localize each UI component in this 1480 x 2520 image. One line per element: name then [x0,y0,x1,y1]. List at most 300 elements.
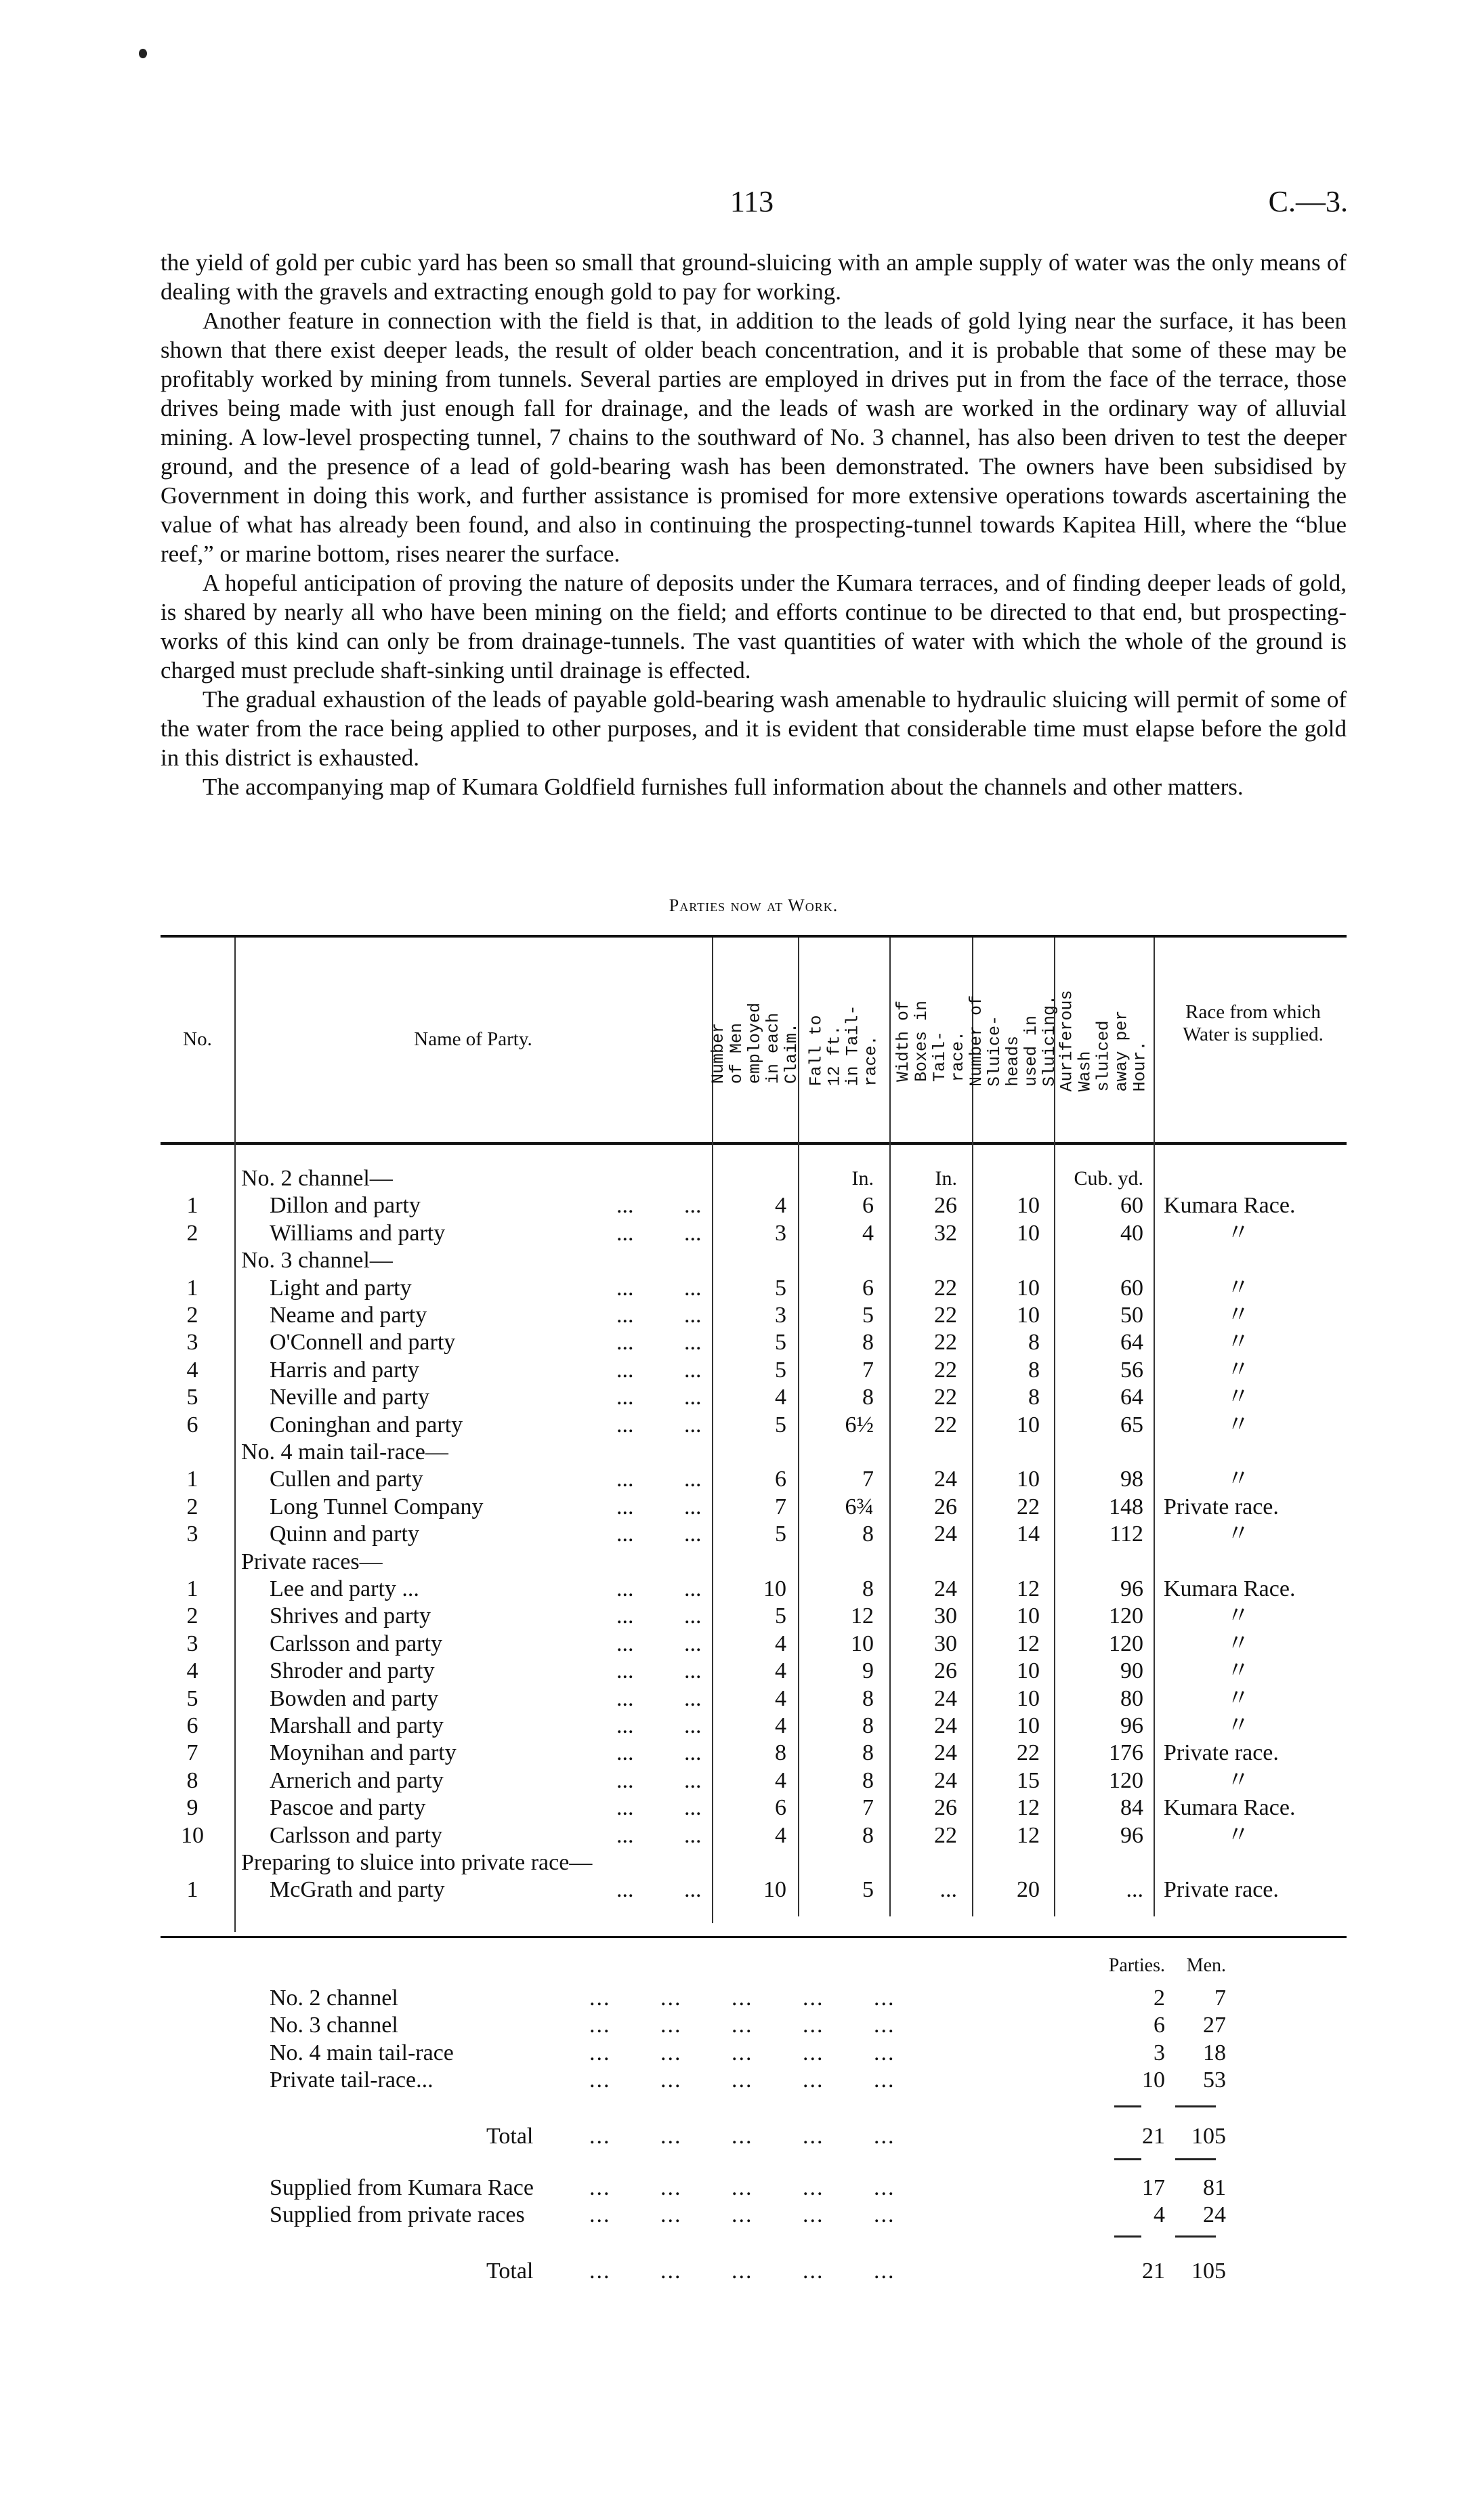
box-width: 30 [934,1603,957,1629]
party-number: 9 [186,1795,198,1821]
fall-value: 12 [851,1603,874,1629]
sum-rule [1175,2105,1216,2107]
fall-value: 10 [851,1631,874,1656]
box-width: 24 [934,1521,957,1547]
party-number: 8 [186,1767,198,1793]
fall-value: 8 [862,1521,874,1547]
section-label: Preparing to sluice into private race— [241,1850,593,1875]
leader-dots: ... [684,1521,702,1547]
table-row [0,1794,1480,1822]
paragraph: The gradual exhaustion of the leads of payable gold-bearing wash amenable to hydraulic sluicing will permit of some of the water from the race being applied to other purposes, and it is evident that considerable time must elapse before the gold in this district is exhausted. [161,686,1347,771]
party-number: 4 [186,1658,198,1684]
party-name: Dillon and party [270,1193,421,1219]
leader-dots: ... [684,1740,702,1766]
box-width: 22 [934,1822,957,1848]
unit-fall: In. [851,1167,874,1190]
men-count: 5 [775,1357,786,1383]
wash-volume: 96 [1120,1822,1143,1848]
party-number: 1 [186,1877,198,1903]
leader-dots: ... ... ... ... ... [589,2067,895,2093]
table-row [0,1631,1480,1658]
col-men-header: Men. [1186,1955,1226,1976]
paragraph: A hopeful anticipation of proving the nature of deposits under the Kumara terraces, and of finding deeper leads of gold, is shared by nearly all who have been mining on the field; and efforts continue to be directed to that end, but prospecting-works of this kind can only be from drainage-tunnels. The vast quantities of water with which the whole of the ground is charged must preclude shaft-sinking until drainage is effected. [161,570,1347,684]
party-name: Cullen and party [270,1467,423,1492]
leader-dots: ... [616,1631,634,1656]
men-count: 4 [775,1685,786,1711]
box-width: 22 [934,1385,957,1410]
table-row [0,1275,1480,1302]
leader-dots: ... [684,1494,702,1519]
leader-dots: ... [684,1385,702,1410]
sluice-heads: 12 [1017,1822,1040,1848]
race-source: 〃 [1227,1303,1250,1328]
party-number: 2 [186,1220,198,1246]
leader-dots: ... [616,1877,634,1903]
section-label: No. 3 channel— [241,1248,393,1274]
sluice-heads: 8 [1028,1357,1040,1383]
men-count: 4 [775,1193,786,1219]
header-sluice [967,943,1059,1138]
fall-value: 7 [862,1357,874,1383]
men-count: 4 [775,1385,786,1410]
table-row [0,1658,1480,1685]
fall-value: 8 [862,1385,874,1410]
parties-count: 3 [1154,2040,1165,2065]
leader-dots: ... [684,1685,702,1711]
fall-value: 6 [862,1193,874,1219]
leader-dots: ... [616,1412,634,1437]
header-width [889,943,972,1138]
table-row [0,1521,1480,1548]
sluice-heads: 14 [1017,1521,1040,1547]
men-count: 4 [775,1631,786,1656]
table-row [0,1822,1480,1849]
men-count: 4 [775,1822,786,1848]
wash-volume: 120 [1109,1767,1143,1793]
race-source: 〃 [1227,1467,1250,1492]
fall-value: 6½ [845,1412,874,1437]
leader-dots: ... [684,1220,702,1246]
wash-volume: 90 [1120,1658,1143,1684]
paragraph: Another feature in connection with the field is that, in addition to the leads of gold lying near the surface, it has been shown that there exist deeper leads, the result of older beach concentration, and it is probable that some of these may be profitably worked by mining from tunnels. Several parties are employed in drives put in from the face of the terrace, those drives being made with just enough fall for drainage, and the leads of wash are worked in the ordinary way of alluvial mining. A low-level prospecting tunnel, 7 chains to the southward of No. 3 channel, has also been driven to test the deeper ground, and the presence of a lead of gold-bearing wash has been demonstrated. The owners have been subsidised by Government in doing this work, and further assistance is promised for more extensive operations towards ascertaining the value of what has already been found, and also in continuing the prospecting-tunnel towards Kapitea Hill, where the “blue reef,” or marine bottom, rises nearer the surface. [161,308,1347,567]
paragraph: The accompanying map of Kumara Goldfield furnishes full information about the channels and other matters. [203,774,1244,800]
leader-dots: ... [616,1220,634,1246]
race-source: 〃 [1227,1767,1250,1793]
sluice-heads: 20 [1017,1877,1040,1903]
box-width: 22 [934,1275,957,1301]
table-header-rule [161,1142,1347,1145]
summary-label: No. 3 channel [270,2013,398,2038]
wash-volume: 112 [1109,1521,1143,1547]
header-fall-text: Fall to 12 ft. in Tail-race. [806,1005,881,1087]
fall-value: 8 [862,1576,874,1601]
fall-value: 5 [862,1877,874,1903]
party-name: Light and party [270,1275,412,1301]
men-count: 5 [775,1330,786,1356]
leader-dots: ... [684,1767,702,1793]
leader-dots: ... [616,1303,634,1328]
party-name: Lee and party ... [270,1576,419,1601]
men-count: 27 [1203,2013,1226,2038]
wash-volume: 98 [1120,1467,1143,1492]
wash-volume: 60 [1120,1193,1143,1219]
source-label: Supplied from Kumara Race [270,2175,534,2200]
leader-dots: ... [616,1795,634,1821]
box-width: 26 [934,1494,957,1519]
leader-dots: ... ... ... ... ... [589,2124,895,2149]
document-reference: C.—3. [1268,185,1348,218]
section-row [0,1439,1480,1466]
sluice-heads: 10 [1017,1658,1040,1684]
men-count: 6 [775,1795,786,1821]
leader-dots: ... [616,1521,634,1547]
leader-dots: ... [616,1822,634,1848]
fall-value: 9 [862,1658,874,1684]
wash-volume: ... [1126,1877,1143,1903]
leader-dots: ... [616,1740,634,1766]
men-count: 3 [775,1220,786,1246]
leader-dots: ... ... ... ... ... [589,2175,895,2200]
sluice-heads: 12 [1017,1576,1040,1601]
table-title: Parties now at Work. [669,896,839,915]
leader-dots: ... [616,1658,634,1684]
race-source: 〃 [1227,1330,1250,1356]
leader-dots: ... [684,1603,702,1629]
party-number: 7 [186,1740,198,1766]
party-number: 1 [186,1576,198,1601]
men-count: 5 [775,1603,786,1629]
leader-dots: ... [684,1877,702,1903]
leader-dots: ... ... ... ... ... [589,2259,895,2284]
wash-volume: 56 [1120,1357,1143,1383]
men-count: 24 [1203,2202,1226,2228]
party-number: 5 [186,1385,198,1410]
party-number: 4 [186,1357,198,1383]
table-row [0,1876,1480,1904]
race-source: Private race. [1164,1877,1279,1903]
fall-value: 5 [862,1303,874,1328]
leader-dots: ... ... ... ... ... [589,2202,895,2228]
party-name: Long Tunnel Company [270,1494,484,1519]
sluice-heads: 22 [1017,1740,1040,1766]
men-count: 5 [775,1412,786,1437]
party-name: Shrives and party [270,1603,431,1629]
table-top-rule [161,935,1347,938]
header-wash [1054,943,1154,1138]
sum-rule [1114,2158,1141,2160]
paragraph: the yield of gold per cubic yard has been so small that ground-sluicing with an ample supply of water was the only means of dealing with the gravels and extracting enough gold to pay for working. [161,249,1347,305]
summary-label: Private tail-race... [270,2067,434,2093]
sum-rule [1114,2105,1141,2107]
total-parties: 21 [1142,2124,1165,2149]
sluice-heads: 10 [1017,1412,1040,1437]
sluice-heads: 8 [1028,1385,1040,1410]
box-width: ... [939,1877,957,1903]
party-name: Neville and party [270,1385,430,1410]
fall-value: 6 [862,1275,874,1301]
box-width: 26 [934,1193,957,1219]
leader-dots: ... [684,1303,702,1328]
fall-value: 8 [862,1713,874,1738]
header-men [709,943,801,1138]
header-race: Race from which Water is supplied. [1183,1001,1324,1045]
box-width: 26 [934,1658,957,1684]
wash-volume: 80 [1120,1685,1143,1711]
party-name: McGrath and party [270,1877,445,1903]
wash-volume: 40 [1120,1220,1143,1246]
party-number: 6 [186,1412,198,1437]
sluice-heads: 10 [1017,1467,1040,1492]
party-name: O'Connell and party [270,1330,456,1356]
men-count: 4 [775,1767,786,1793]
race-source: 〃 [1227,1385,1250,1410]
leader-dots: ... [684,1412,702,1437]
men-count: 6 [775,1467,786,1492]
race-source: 〃 [1227,1521,1250,1547]
fall-value: 8 [862,1767,874,1793]
fall-value: 7 [862,1795,874,1821]
race-source: 〃 [1227,1713,1250,1738]
men-count: 4 [775,1658,786,1684]
race-source: 〃 [1227,1603,1250,1629]
wash-volume: 64 [1120,1385,1143,1410]
section-label: No. 4 main tail-race— [241,1440,448,1465]
parties-count: 6 [1154,2013,1165,2038]
sluice-heads: 12 [1017,1631,1040,1656]
race-source: 〃 [1227,1658,1250,1684]
summary-label: No. 4 main tail-race [270,2040,454,2065]
leader-dots: ... [616,1330,634,1356]
table-row [0,1603,1480,1630]
fall-value: 8 [862,1822,874,1848]
table-row [0,1494,1480,1521]
total-label: Total [486,2259,534,2284]
race-source: 〃 [1227,1357,1250,1383]
table-row [0,1740,1480,1767]
fall-value: 7 [862,1467,874,1492]
party-number: 1 [186,1193,198,1219]
table-row [0,1220,1480,1247]
section-row [0,1165,1480,1192]
leader-dots: ... [616,1357,634,1383]
party-name: Carlsson and party [270,1822,442,1848]
men-count: 7 [775,1494,786,1519]
men-count: 7 [1214,1986,1226,2011]
header-sluice-text: Number of Sluice-heads used in Sluicing. [967,994,1059,1087]
wash-volume: 120 [1109,1603,1143,1629]
race-source: Kumara Race. [1164,1193,1296,1219]
wash-volume: 96 [1120,1713,1143,1738]
table-row [0,1713,1480,1740]
fall-value: 8 [862,1330,874,1356]
header-no: No. [183,1028,212,1050]
party-number: 3 [186,1330,198,1356]
sum-rule [1175,2158,1216,2160]
race-source: Kumara Race. [1164,1795,1296,1821]
leader-dots: ... [684,1330,702,1356]
leader-dots: ... [684,1822,702,1848]
party-number: 1 [186,1467,198,1492]
sluice-heads: 10 [1017,1220,1040,1246]
table-row [0,1576,1480,1603]
party-name: Arnerich and party [270,1767,444,1793]
race-source: 〃 [1227,1685,1250,1711]
leader-dots: ... [684,1357,702,1383]
party-name: Coninghan and party [270,1412,463,1437]
men-count: 8 [775,1740,786,1766]
parties-count: 17 [1142,2175,1165,2200]
leader-dots: ... ... ... ... ... [589,2040,895,2065]
wash-volume: 65 [1120,1412,1143,1437]
box-width: 32 [934,1220,957,1246]
sum-rule [1175,2235,1216,2238]
party-name: Carlsson and party [270,1631,442,1656]
sluice-heads: 10 [1017,1193,1040,1219]
total-men: 105 [1191,2259,1226,2284]
party-name: Quinn and party [270,1521,419,1547]
header-width-text: Width of Boxes in Tail-race. [893,1000,968,1082]
men-count: 10 [763,1877,786,1903]
party-name: Shroder and party [270,1658,435,1684]
parties-count: 4 [1154,2202,1165,2228]
race-source: Private race. [1164,1740,1279,1766]
table-row [0,1329,1480,1356]
men-count: 5 [775,1275,786,1301]
table-row [0,1357,1480,1384]
party-name: Pascoe and party [270,1795,426,1821]
leader-dots: ... [616,1685,634,1711]
table-row [0,1384,1480,1411]
leader-dots: ... [616,1385,634,1410]
header-men-text: Number of Men employed in each Claim. [709,1002,801,1084]
sluice-heads: 10 [1017,1713,1040,1738]
table-row [0,1767,1480,1794]
total-label: Total [486,2124,534,2149]
leader-dots: ... ... ... ... ... [589,2013,895,2038]
table-row [0,1412,1480,1439]
leader-dots: ... [684,1193,702,1219]
party-name: Bowden and party [270,1685,439,1711]
section-row [0,1247,1480,1274]
box-width: 24 [934,1740,957,1766]
source-label: Supplied from private races [270,2202,525,2228]
unit-wash: Cub. yd. [1074,1167,1143,1190]
wash-volume: 148 [1109,1494,1143,1519]
party-number: 3 [186,1631,198,1656]
box-width: 24 [934,1576,957,1601]
header-wash-text: Auriferous Wash sluiced away per Hour. [1057,989,1150,1092]
table-row [0,1466,1480,1493]
men-count: 53 [1203,2067,1226,2093]
leader-dots: ... [684,1275,702,1301]
party-name: Williams and party [270,1220,446,1246]
wash-volume: 96 [1120,1576,1143,1601]
box-width: 22 [934,1303,957,1328]
men-count: 4 [775,1713,786,1738]
race-source: Private race. [1164,1494,1279,1519]
leader-dots: ... [616,1713,634,1738]
section-row [0,1849,1480,1876]
leader-dots: ... [616,1275,634,1301]
parties-count: 10 [1142,2067,1165,2093]
header-name: Name of Party. [414,1028,532,1050]
party-number: 2 [186,1603,198,1629]
box-width: 30 [934,1631,957,1656]
table-row [0,1192,1480,1219]
unit-width: In. [935,1167,957,1190]
stray-mark [139,49,147,58]
leader-dots: ... [616,1767,634,1793]
wash-volume: 120 [1109,1631,1143,1656]
sluice-heads: 15 [1017,1767,1040,1793]
party-name: Marshall and party [270,1713,444,1738]
wash-volume: 176 [1109,1740,1143,1766]
race-source: 〃 [1227,1631,1250,1656]
men-count: 18 [1203,2040,1226,2065]
section-label: No. 2 channel— [241,1166,393,1191]
men-count: 5 [775,1521,786,1547]
section-row [0,1549,1480,1576]
box-width: 24 [934,1767,957,1793]
men-count: 10 [763,1576,786,1601]
race-source: 〃 [1227,1275,1250,1301]
table-bottom-rule [161,1936,1347,1938]
sluice-heads: 10 [1017,1685,1040,1711]
box-width: 22 [934,1357,957,1383]
party-number: 2 [186,1494,198,1519]
col-parties-header: Parties. [1108,1955,1165,1976]
leader-dots: ... [616,1494,634,1519]
leader-dots: ... [616,1467,634,1492]
fall-value: 6¾ [845,1494,874,1519]
fall-value: 8 [862,1740,874,1766]
box-width: 26 [934,1795,957,1821]
leader-dots: ... [616,1193,634,1219]
race-source: 〃 [1227,1412,1250,1437]
leader-dots: ... [684,1576,702,1601]
box-width: 22 [934,1412,957,1437]
leader-dots: ... [684,1795,702,1821]
table-row [0,1685,1480,1713]
wash-volume: 84 [1120,1795,1143,1821]
sluice-heads: 10 [1017,1275,1040,1301]
party-number: 10 [181,1822,204,1848]
race-source: Kumara Race. [1164,1576,1296,1601]
sluice-heads: 10 [1017,1303,1040,1328]
party-name: Neame and party [270,1303,427,1328]
sluice-heads: 12 [1017,1795,1040,1821]
party-number: 5 [186,1685,198,1711]
body-text [161,248,1347,801]
party-name: Harris and party [270,1357,419,1383]
total-parties: 21 [1142,2259,1165,2284]
box-width: 24 [934,1713,957,1738]
page-number: 113 [730,185,774,218]
table-row [0,1302,1480,1329]
header-fall [798,943,889,1138]
leader-dots: ... ... ... ... ... [589,1986,895,2011]
leader-dots: ... [684,1631,702,1656]
summary-label: No. 2 channel [270,1986,398,2011]
party-number: 6 [186,1713,198,1738]
section-label: Private races— [241,1549,383,1574]
party-number: 1 [186,1275,198,1301]
box-width: 24 [934,1685,957,1711]
party-number: 3 [186,1521,198,1547]
party-name: Moynihan and party [270,1740,457,1766]
total-men: 105 [1191,2124,1226,2149]
leader-dots: ... [616,1603,634,1629]
